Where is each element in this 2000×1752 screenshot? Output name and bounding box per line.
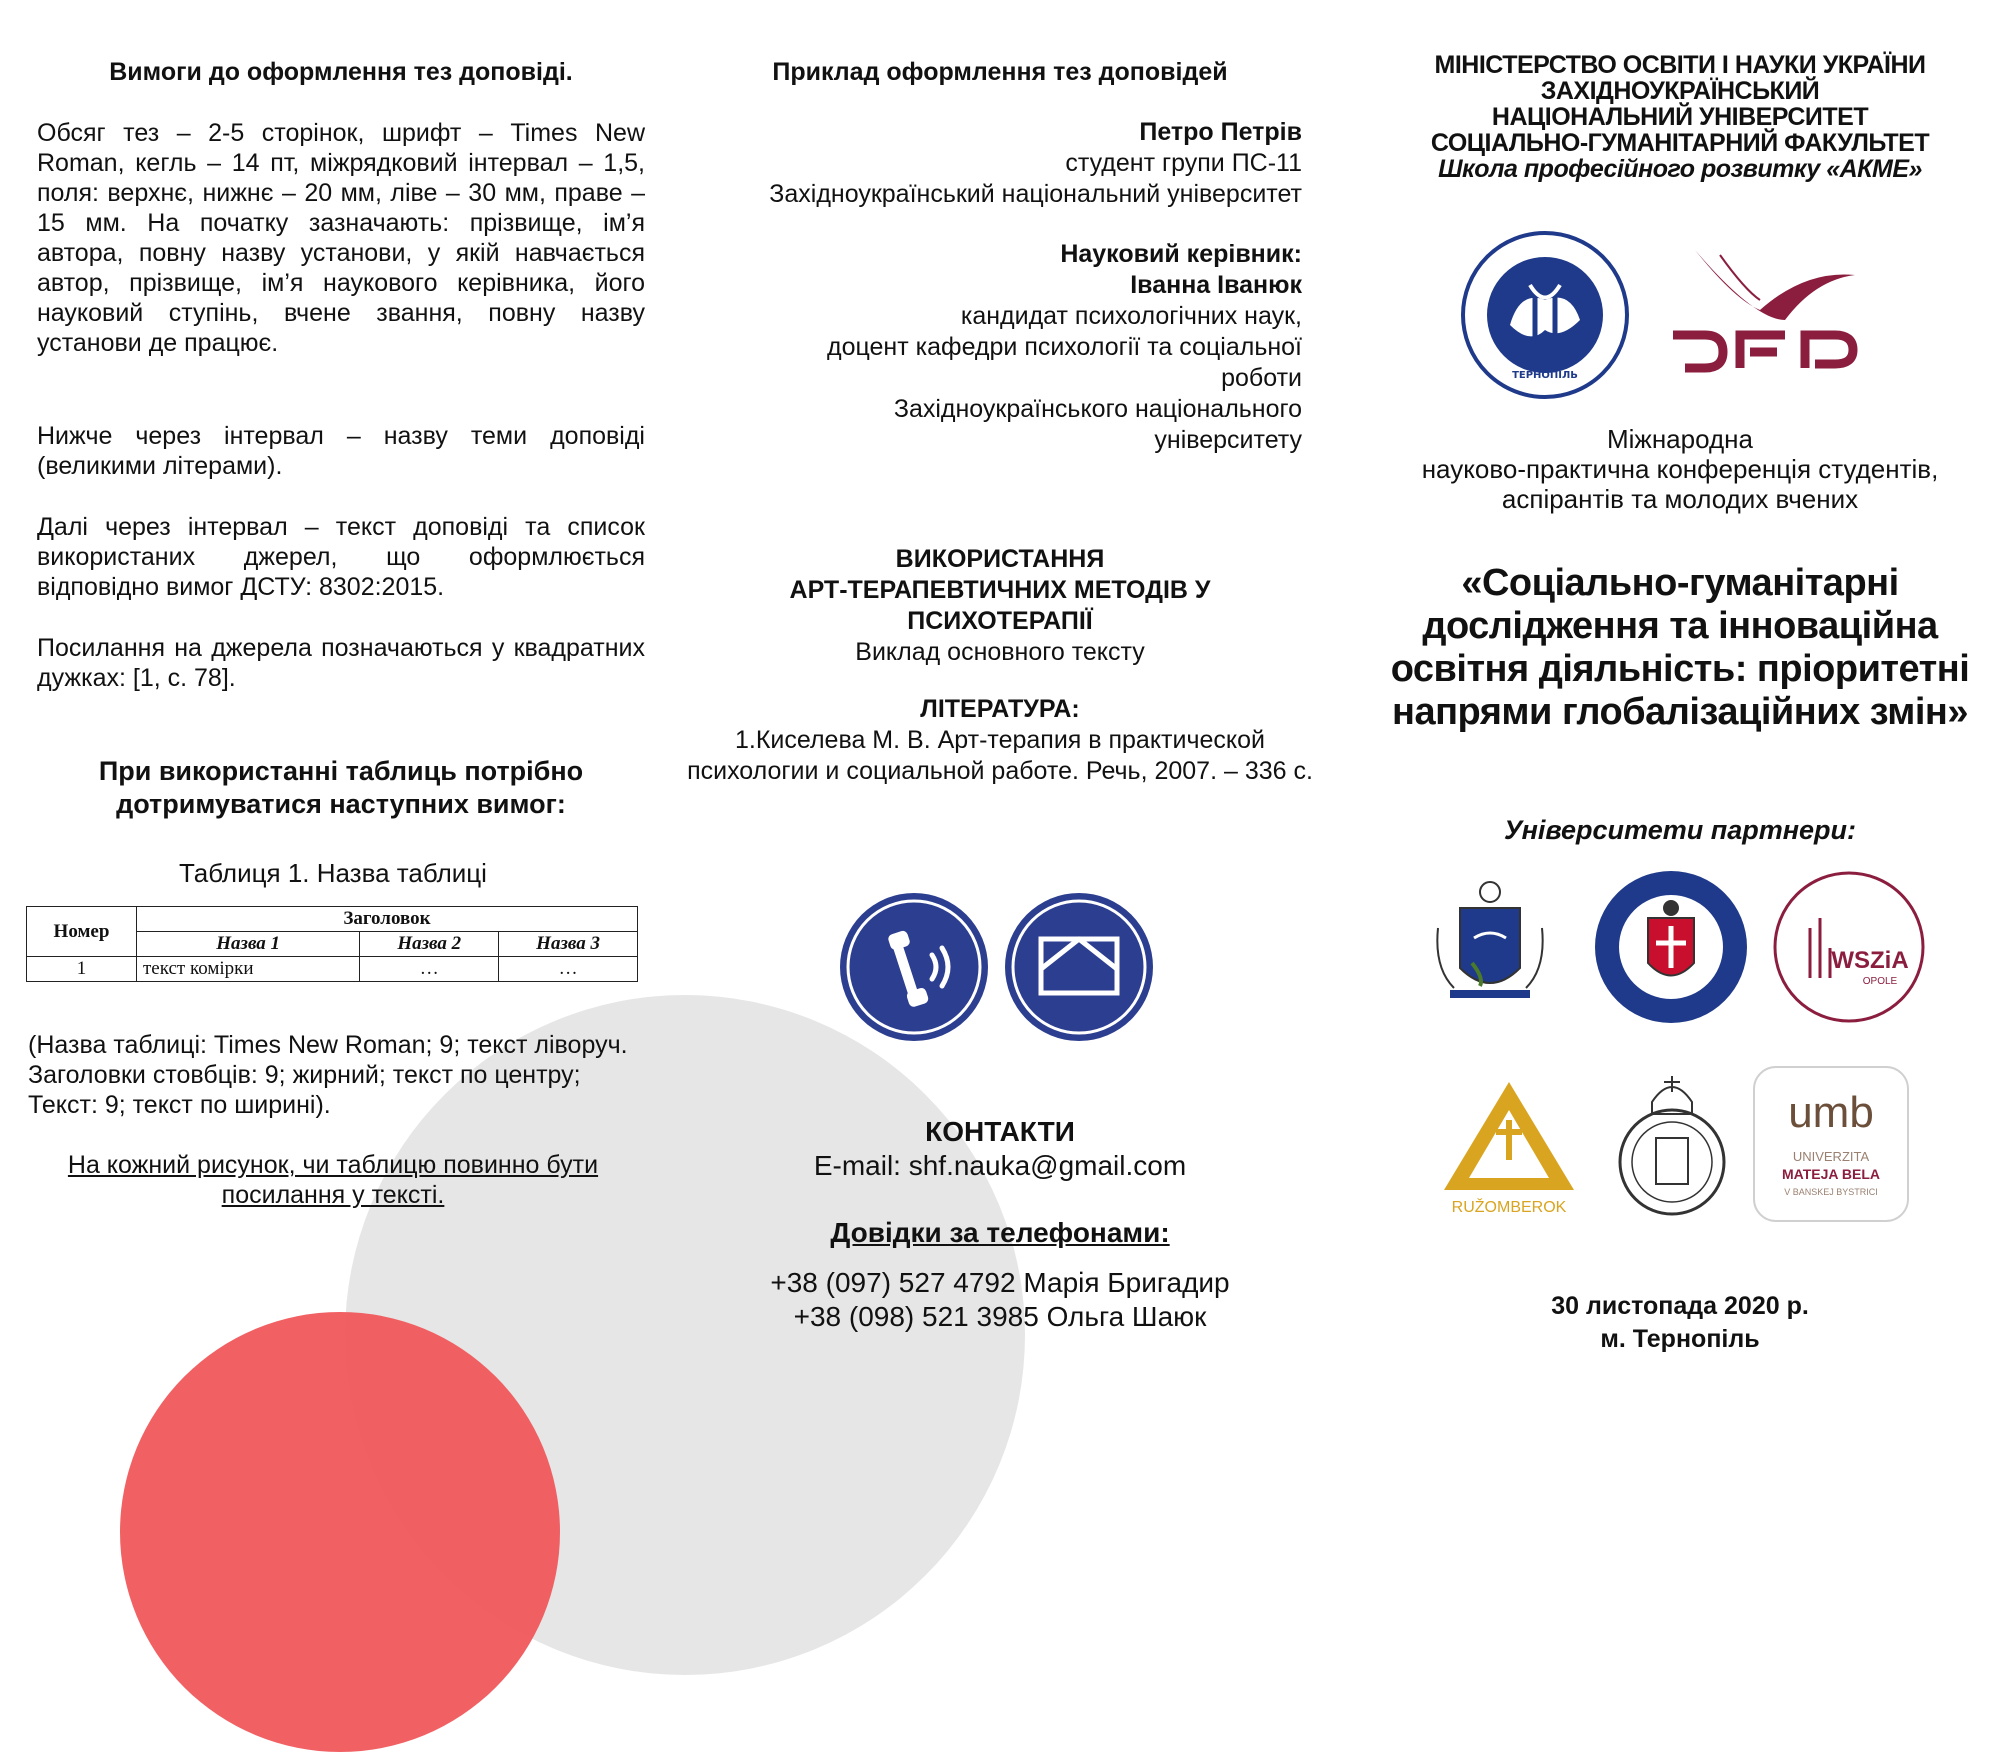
supervisor-university: університету — [1154, 426, 1302, 454]
university-name: ЗАХІДНОУКРАЇНСЬКИЙ — [1540, 77, 1820, 105]
conference-subtitle — [1380, 424, 1980, 514]
phone-number: +38 (098) 521 3985 Ольга Шаюк — [793, 1301, 1207, 1332]
figure-reference-note: На кожний рисунок, чи таблицю повинно бути посилання у тексті. — [67, 1151, 599, 1209]
requirements-para-2: Нижче через інтервал – назву теми доповіді (великими літерами). — [37, 422, 645, 480]
table-cell: текст комірки — [136, 957, 359, 982]
partner-logo-warminsko — [1592, 868, 1750, 1026]
wunu-logo — [1460, 230, 1630, 400]
partner-logo-umb — [1752, 1065, 1910, 1223]
table-row — [27, 957, 638, 982]
school-logo — [1665, 240, 1865, 380]
partner-logo-crest — [1414, 868, 1566, 1020]
table-requirements-heading: При використанні таблиць потрібно дотримуватися наступних вимог: — [98, 756, 584, 819]
requirements-title: Вимоги до оформлення тез доповіді. — [109, 58, 573, 86]
svg-text:WSZiA: WSZiA — [1831, 947, 1909, 974]
table-format-note: (Назва таблиці: Times New Roman; 9; текст ліворуч. Заголовки стовбців: 9; жирний; текст по центру; Текст: 9; текст по ширині). — [28, 1031, 628, 1119]
supervisor-position: доцент кафедри психології та соціальної — [826, 333, 1302, 361]
date-block — [1380, 1290, 1980, 1356]
supervisor-name: Іванна Іванюк — [1130, 271, 1302, 299]
requirements-para-1: Обсяг тез – 2-5 сторінок, шрифт – Times New Roman, кегль – 14 пт, міжрядковий інтервал – 1,5, поля: верхнє, нижнє – 20 мм, ліве – 30 мм, праве – 15 мм. На початку зазначають: прізвище, ім’я автора, повну назву установи, у якій навчається автор, прізвище, ім’я наукового керівника, його науковий ступінь, вчене звання, повну назву установи де працює. — [37, 119, 645, 357]
conference-date: 30 листопада 2020 р. — [1551, 1292, 1809, 1320]
faculty-name: СОЦІАЛЬНО-ГУМАНІТАРНИЙ ФАКУЛЬТЕТ — [1430, 129, 1930, 157]
svg-text:umb: umb — [1788, 1088, 1874, 1137]
table-cell: … — [360, 957, 499, 982]
ministry-name: МІНІСТЕРСТВО ОСВІТИ І НАУКИ УКРАЇНИ — [1434, 51, 1926, 79]
requirements-para-3: Далі через інтервал – текст доповіді та список використаних джерел, що оформлюється відповідно вимог ДСТУ: 8302:2015. — [37, 513, 645, 601]
phones-heading: Довідки за телефонами: — [830, 1217, 1170, 1248]
table-header-group: Заголовок — [136, 907, 637, 932]
phone-icon — [840, 893, 988, 1041]
university-name: НАЦІОНАЛЬНИЙ УНІВЕРСИТЕТ — [1491, 103, 1869, 131]
sample-table — [26, 906, 638, 982]
requirements-para-4: Посилання на джерела позначаються у квадратних дужках: [1, с. 78]. — [37, 634, 645, 692]
topic-title: АРТ-ТЕРАПЕВТИЧНИХ МЕТОДІВ У — [789, 576, 1211, 604]
author-block — [660, 117, 1302, 456]
conference-type: Міжнародна — [1607, 424, 1753, 454]
table-subheader: Назва 3 — [499, 932, 638, 957]
svg-text:MATEJA BELA: MATEJA BELA — [1782, 1166, 1880, 1182]
topic-title: ПСИХОТЕРАПІЇ — [907, 607, 1093, 635]
author-university: Західноукраїнський національний університет — [769, 180, 1302, 208]
partner-logo-seal — [1612, 1062, 1732, 1222]
mail-icon — [1005, 893, 1153, 1041]
conference-description: аспірантів та молодих вчених — [1501, 484, 1859, 514]
svg-text:V BANSKEJ BYSTRICI: V BANSKEJ BYSTRICI — [1784, 1187, 1878, 1197]
literature-block — [680, 694, 1320, 787]
partners-label: Університети партнери: — [1503, 815, 1857, 845]
conference-city: м. Тернопіль — [1600, 1325, 1760, 1353]
supervisor-degree: кандидат психологічних наук, — [960, 302, 1302, 330]
author-name: Петро Петрів — [1139, 118, 1302, 146]
supervisor-label: Науковий керівник: — [1060, 240, 1302, 268]
institution-header — [1380, 52, 1980, 182]
conference-title: «Соціально-гуманітарні дослідження та інноваційна освітня діяльність: пріоритетні напрями глобалізаційних змін» — [1390, 562, 1970, 733]
table-cell: 1 — [27, 957, 137, 982]
supervisor-position: роботи — [1221, 364, 1302, 392]
table-header-number: Номер — [27, 907, 137, 957]
contacts-heading: КОНТАКТИ — [925, 1116, 1075, 1147]
literature-heading: ЛІТЕРАТУРА: — [920, 695, 1080, 723]
author-group: студент групи ПС-11 — [1065, 149, 1302, 177]
supervisor-university: Західноукраїнського національного — [893, 395, 1302, 423]
school-name: Школа професійного розвитку «АКМЕ» — [1438, 155, 1922, 183]
conference-description: науково-практична конференція студентів, — [1421, 454, 1939, 484]
topic-text: Виклад основного тексту — [855, 638, 1145, 666]
table-subheader: Назва 2 — [360, 932, 499, 957]
svg-text:RUŽOMBEROK: RUŽOMBEROK — [1451, 1199, 1567, 1216]
svg-text:ТЕРНОПІЛЬ: ТЕРНОПІЛЬ — [1512, 370, 1578, 381]
topic-title: ВИКОРИСТАННЯ — [895, 545, 1105, 573]
topic-block — [680, 544, 1320, 668]
table-caption: Таблиця 1. Назва таблиці — [179, 858, 487, 888]
contacts-block — [700, 1115, 1300, 1183]
email-text: E-mail: shf.nauka@gmail.com — [813, 1150, 1187, 1181]
literature-item: 1.Киселева М. В. Арт-терапия в практической психологии и социальной работе. Речь, 2007. – 336 с. — [687, 726, 1313, 785]
table-cell: … — [499, 957, 638, 982]
partner-logo-ruzomberok — [1414, 1060, 1604, 1220]
phones-block — [700, 1216, 1300, 1334]
phone-number: +38 (097) 527 4792 Марія Бригадир — [770, 1267, 1230, 1298]
partner-logo-wszia — [1770, 868, 1928, 1026]
example-title: Приклад оформлення тез доповідей — [772, 58, 1228, 86]
svg-text:OPOLE: OPOLE — [1862, 976, 1898, 987]
background-circle-red — [120, 1312, 560, 1752]
table-subheader: Назва 1 — [136, 932, 359, 957]
svg-text:UNIVERZITA: UNIVERZITA — [1792, 1149, 1870, 1164]
